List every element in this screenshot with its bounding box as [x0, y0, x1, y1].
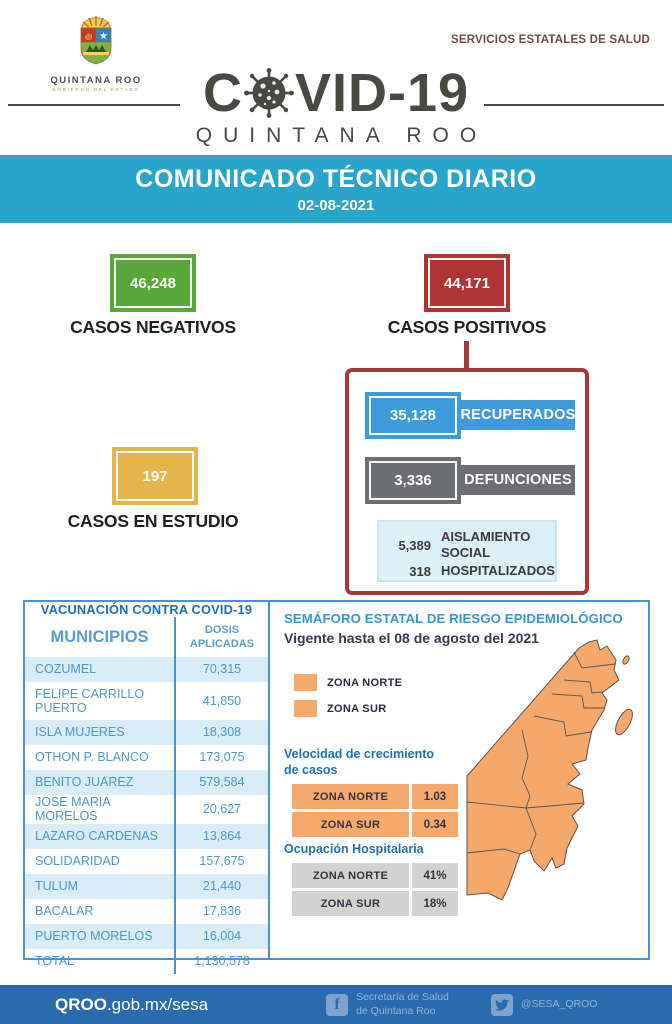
- logo-state-name: QUINTANA ROO: [50, 75, 142, 86]
- footer-url[interactable]: [55, 995, 208, 1015]
- svg-text:★: ★: [99, 31, 108, 42]
- municipio-cell: JOSE MARIA MORELOS: [35, 795, 111, 824]
- municipio-cell: BENITO JUAREZ: [35, 775, 134, 790]
- dosis-cell: 21,440: [175, 874, 268, 899]
- semaforo-section: [270, 602, 648, 958]
- table-row: [25, 770, 268, 795]
- recovered-value: 35,128: [369, 396, 457, 435]
- semaforo-title: SEMÁFORO ESTATAL DE RIESGO EPIDEMIOLÓGICO: [284, 611, 623, 626]
- covid-title-text: C VID-19: [202, 63, 470, 123]
- occupancy-north-value: 41%: [412, 863, 458, 888]
- municipio-cell: TULUM: [35, 879, 79, 894]
- column-header-dosis: DOSIS APLICADAS: [175, 617, 268, 657]
- table-row: [25, 924, 268, 949]
- column-header-municipios: MUNICIPIOS: [50, 627, 149, 646]
- isolation-label: AISLAMIENTO SOCIAL: [441, 528, 531, 560]
- dosis-cell: 18,308: [175, 720, 268, 745]
- positive-cases-value: 44,171: [428, 258, 506, 308]
- facebook-icon: f: [326, 994, 348, 1016]
- occupancy-south-zone: ZONA SUR: [292, 891, 409, 916]
- zone-legend: [294, 674, 402, 726]
- quintana-roo-crest-icon: [68, 14, 124, 68]
- occupancy-north-zone: ZONA NORTE: [292, 863, 409, 888]
- dosis-cell: 41,850: [175, 682, 268, 720]
- zona-sur-legend-label: ZONA SUR: [327, 702, 387, 715]
- svg-text:꩜: ꩜: [84, 32, 93, 41]
- agency-name: SERVICIOS ESTATALES DE SALUD: [451, 34, 650, 46]
- covid-title-block: [0, 63, 672, 148]
- municipio-cell: SOLIDARIDAD: [35, 854, 120, 869]
- vaccination-semaforo-panel: [23, 600, 650, 969]
- hospital-occupancy-table: [292, 863, 458, 919]
- facebook-link[interactable]: [326, 991, 449, 1018]
- footer-url-rest: .gob.mx/sesa: [106, 994, 209, 1014]
- table-row: [25, 682, 268, 720]
- table-row: [25, 745, 268, 770]
- table-row: [25, 824, 268, 849]
- dosis-cell: 20,627: [175, 795, 268, 824]
- dosis-cell: 70,315: [175, 657, 268, 682]
- growth-south-zone: ZONA SUR: [292, 812, 409, 837]
- deaths-value: 3,336: [369, 461, 457, 500]
- twitter-link[interactable]: [491, 994, 598, 1016]
- footer-url-bold: QROO: [55, 994, 107, 1014]
- municipio-cell: BACALAR: [35, 904, 94, 919]
- under-study-cases-label: CASOS EN ESTUDIO: [67, 511, 239, 531]
- positive-cases-label: CASOS POSITIVOS: [387, 317, 547, 337]
- growth-rate-table: [292, 784, 458, 840]
- table-row: [25, 795, 268, 824]
- zona-sur-swatch: [294, 700, 317, 717]
- table-row: [25, 874, 268, 899]
- municipio-cell: ISLA MUJERES: [35, 725, 125, 740]
- municipio-cell: PUERTO MORELOS: [35, 929, 153, 944]
- growth-south-value: 0.34: [412, 812, 458, 837]
- covid-subtitle: QUINTANA ROO: [195, 124, 488, 147]
- hospitalized-value: 318: [409, 563, 431, 579]
- occupancy-south-value: 18%: [412, 891, 458, 916]
- growth-rate-title: Velocidad de crecimiento de casos: [284, 747, 435, 777]
- municipio-cell: FELIPE CARRILLO PUERTO: [35, 686, 145, 715]
- vaccination-title: VACUNACIÓN CONTRA COVID-19: [40, 602, 253, 617]
- banner-title: COMUNICADO TÉCNICO DIARIO: [135, 165, 537, 193]
- twitter-label: @SESA_QROO: [520, 997, 598, 1010]
- twitter-icon: [491, 994, 513, 1016]
- deaths-box: [365, 457, 461, 504]
- table-row: [25, 657, 268, 682]
- total-value-cell: 1,130,578: [175, 949, 268, 974]
- table-row: [25, 849, 268, 874]
- logo-state-subtitle: GOBIERNO DEL ESTADO: [52, 87, 140, 92]
- hospitalized-label: HOSPITALIZADOS: [441, 562, 555, 578]
- municipio-cell: COZUMEL: [35, 662, 97, 677]
- negative-cases-value: 46,248: [114, 258, 192, 308]
- virus-icon: [244, 68, 294, 118]
- footer-bar: [0, 985, 672, 1024]
- zona-norte-legend-label: ZONA NORTE: [327, 676, 403, 689]
- daily-report-banner: [0, 155, 672, 223]
- quintana-roo-map: [464, 638, 646, 958]
- negative-cases-label: CASOS NEGATIVOS: [70, 317, 236, 337]
- dosis-cell: 579,584: [175, 770, 268, 795]
- recovered-box: [365, 392, 461, 439]
- dosis-cell: 157,675: [175, 849, 268, 874]
- vaccination-table: [25, 617, 268, 974]
- municipio-cell: OTHON P. BLANCO: [35, 750, 149, 765]
- growth-north-value: 1.03: [412, 784, 458, 809]
- vaccination-section: [25, 602, 270, 969]
- positive-breakdown-panel: [345, 368, 589, 595]
- table-row-total: [25, 949, 268, 974]
- deaths-label: DEFUNCIONES: [461, 465, 575, 495]
- growth-north-zone: ZONA NORTE: [292, 784, 409, 809]
- hospital-occupancy-title: Ocupación Hospitalaria: [284, 842, 424, 856]
- isolation-value: 5,389: [398, 537, 431, 553]
- isolation-hospitalized-box: [377, 520, 557, 582]
- under-study-cases-value: 197: [116, 451, 194, 501]
- semaforo-valid-until: Vigente hasta el 08 de agosto del 2021: [284, 630, 539, 646]
- banner-date: 02-08-2021: [297, 197, 375, 214]
- dosis-cell: 13,864: [175, 824, 268, 849]
- positive-cases-box: [424, 254, 510, 312]
- table-row: [25, 720, 268, 745]
- recovered-label: RECUPERADOS: [461, 400, 575, 430]
- dosis-cell: 173,075: [175, 745, 268, 770]
- facebook-label: Secretaría de Salud de Quintana Roo: [356, 990, 449, 1017]
- table-row: [25, 899, 268, 924]
- negative-cases-box: [110, 254, 196, 312]
- total-label-cell: TOTAL: [35, 954, 75, 969]
- zona-norte-swatch: [294, 674, 317, 691]
- municipio-cell: LAZARO CARDENAS: [35, 829, 158, 844]
- under-study-cases-box: [112, 447, 198, 505]
- dosis-cell: 16,004: [175, 924, 268, 949]
- dosis-cell: 17,836: [175, 899, 268, 924]
